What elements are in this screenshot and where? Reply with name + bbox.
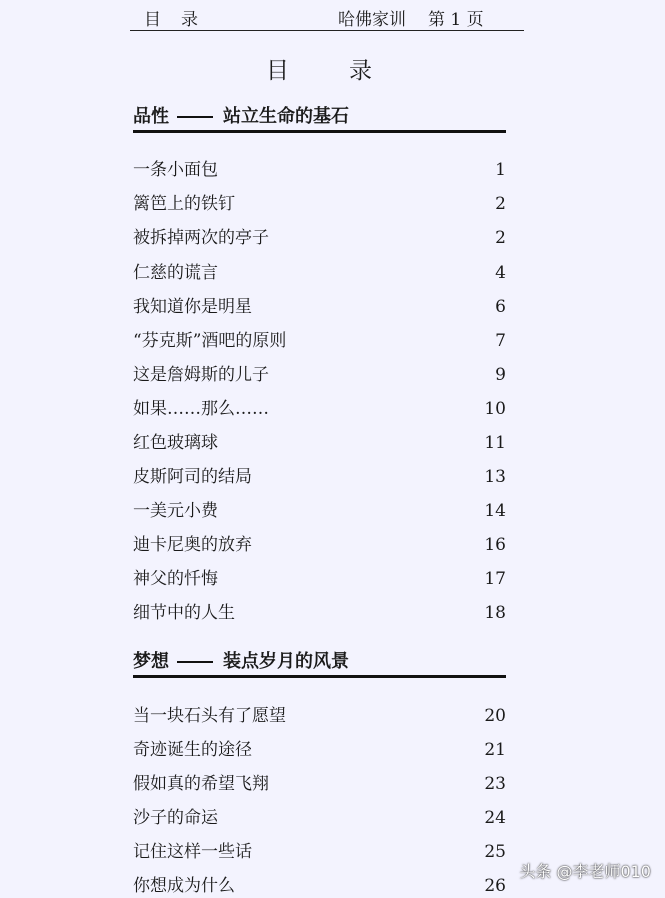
section-heading-right: 站立生命的基石 — [223, 106, 349, 127]
toc-entry-title: 仁慈的谎言 — [133, 263, 218, 283]
toc-entry[interactable] — [133, 806, 506, 830]
toc-entry[interactable] — [133, 704, 506, 728]
toc-entry-title: 你想成为什么 — [133, 876, 235, 896]
toc-entry-page: 13 — [484, 467, 506, 487]
toc-entry-page: 24 — [484, 808, 506, 828]
toc-entry-page: 23 — [484, 774, 506, 794]
toc-entry-page: 14 — [484, 501, 506, 521]
toc-entry[interactable] — [133, 261, 506, 285]
toc-entry-page: 2 — [495, 194, 506, 214]
toc-entry-page: 11 — [484, 433, 506, 453]
section-heading-dash — [177, 116, 213, 118]
section-heading-character — [133, 107, 506, 133]
toc-entry-page: 17 — [484, 569, 506, 589]
toc-entry-title: 记住这样一些话 — [133, 842, 252, 862]
toc-entry-title: 一条小面包 — [133, 160, 218, 180]
toc-entry[interactable] — [133, 397, 506, 421]
toc-entry-page: 16 — [484, 535, 506, 555]
section-heading-right: 装点岁月的风景 — [223, 651, 349, 672]
toc-entry-page: 9 — [495, 365, 506, 385]
toc-entry-page: 25 — [484, 842, 506, 862]
header-book-title: 哈佛家训 — [338, 10, 406, 30]
toc-entry[interactable] — [133, 533, 506, 557]
page-title: 目录 — [266, 58, 432, 84]
toc-entry-page: 20 — [484, 706, 506, 726]
toc-entry-title: 如果……那么…… — [133, 399, 269, 419]
running-header — [130, 0, 524, 31]
toc-entry[interactable] — [133, 329, 506, 353]
toc-entry-title: 这是詹姆斯的儿子 — [133, 365, 269, 385]
toc-entry[interactable] — [133, 158, 506, 182]
toc-entry-title: 红色玻璃球 — [133, 433, 218, 453]
toc-entry[interactable] — [133, 431, 506, 455]
toc-entry-page: 4 — [495, 263, 506, 283]
toc-entry[interactable] — [133, 738, 506, 762]
toc-entry[interactable] — [133, 295, 506, 319]
section-heading-left: 梦想 — [133, 651, 169, 672]
header-book-info — [338, 5, 484, 30]
header-section-label: 目录 — [144, 10, 218, 30]
toc-entry-title: 皮斯阿司的结局 — [133, 467, 252, 487]
toc-entry[interactable] — [133, 567, 506, 591]
toc-entry-page: 21 — [484, 740, 506, 760]
toc-entry-title: 当一块石头有了愿望 — [133, 706, 286, 726]
toc-entry-title: 神父的忏悔 — [133, 569, 218, 589]
toc-entry-title: 细节中的人生 — [133, 603, 235, 623]
toc-entry[interactable] — [133, 840, 506, 864]
toc-entry-title: 假如真的希望飞翔 — [133, 774, 269, 794]
toc-entry[interactable] — [133, 601, 506, 625]
toc-entry-title: 沙子的命运 — [133, 808, 218, 828]
toc-entry-title: 篱笆上的铁钉 — [133, 194, 235, 214]
toc-entry-page: 2 — [495, 228, 506, 248]
section-heading-dreams — [133, 652, 506, 678]
toc-entry[interactable] — [133, 363, 506, 387]
toc-entry[interactable] — [133, 465, 506, 489]
toc-entry[interactable] — [133, 499, 506, 523]
section-heading-left: 品性 — [133, 106, 169, 127]
toc-entry[interactable] — [133, 772, 506, 796]
toc-entry-title: 迪卡尼奥的放弃 — [133, 535, 252, 555]
toc-entry-title: 一美元小费 — [133, 501, 218, 521]
section-heading-dash — [177, 661, 213, 663]
toc-entry-title: 我知道你是明星 — [133, 297, 252, 317]
watermark: 头条 @李老师010 — [519, 862, 651, 881]
toc-entry-page: 18 — [484, 603, 506, 623]
toc-entry-title: 奇迹诞生的途径 — [133, 740, 252, 760]
toc-entry-title: 被拆掉两次的亭子 — [133, 228, 269, 248]
header-page-label: 第 1 页 — [428, 10, 484, 30]
toc-entry-page: 7 — [495, 331, 506, 351]
toc-entry[interactable] — [133, 192, 506, 216]
toc-entry[interactable] — [133, 226, 506, 250]
toc-entry-page: 26 — [484, 876, 506, 896]
toc-entry[interactable] — [133, 874, 506, 898]
toc-entry-page: 6 — [495, 297, 506, 317]
toc-entry-title: “芬克斯”酒吧的原则 — [133, 331, 287, 351]
toc-entry-page: 1 — [495, 160, 506, 180]
toc-entry-page: 10 — [484, 399, 506, 419]
